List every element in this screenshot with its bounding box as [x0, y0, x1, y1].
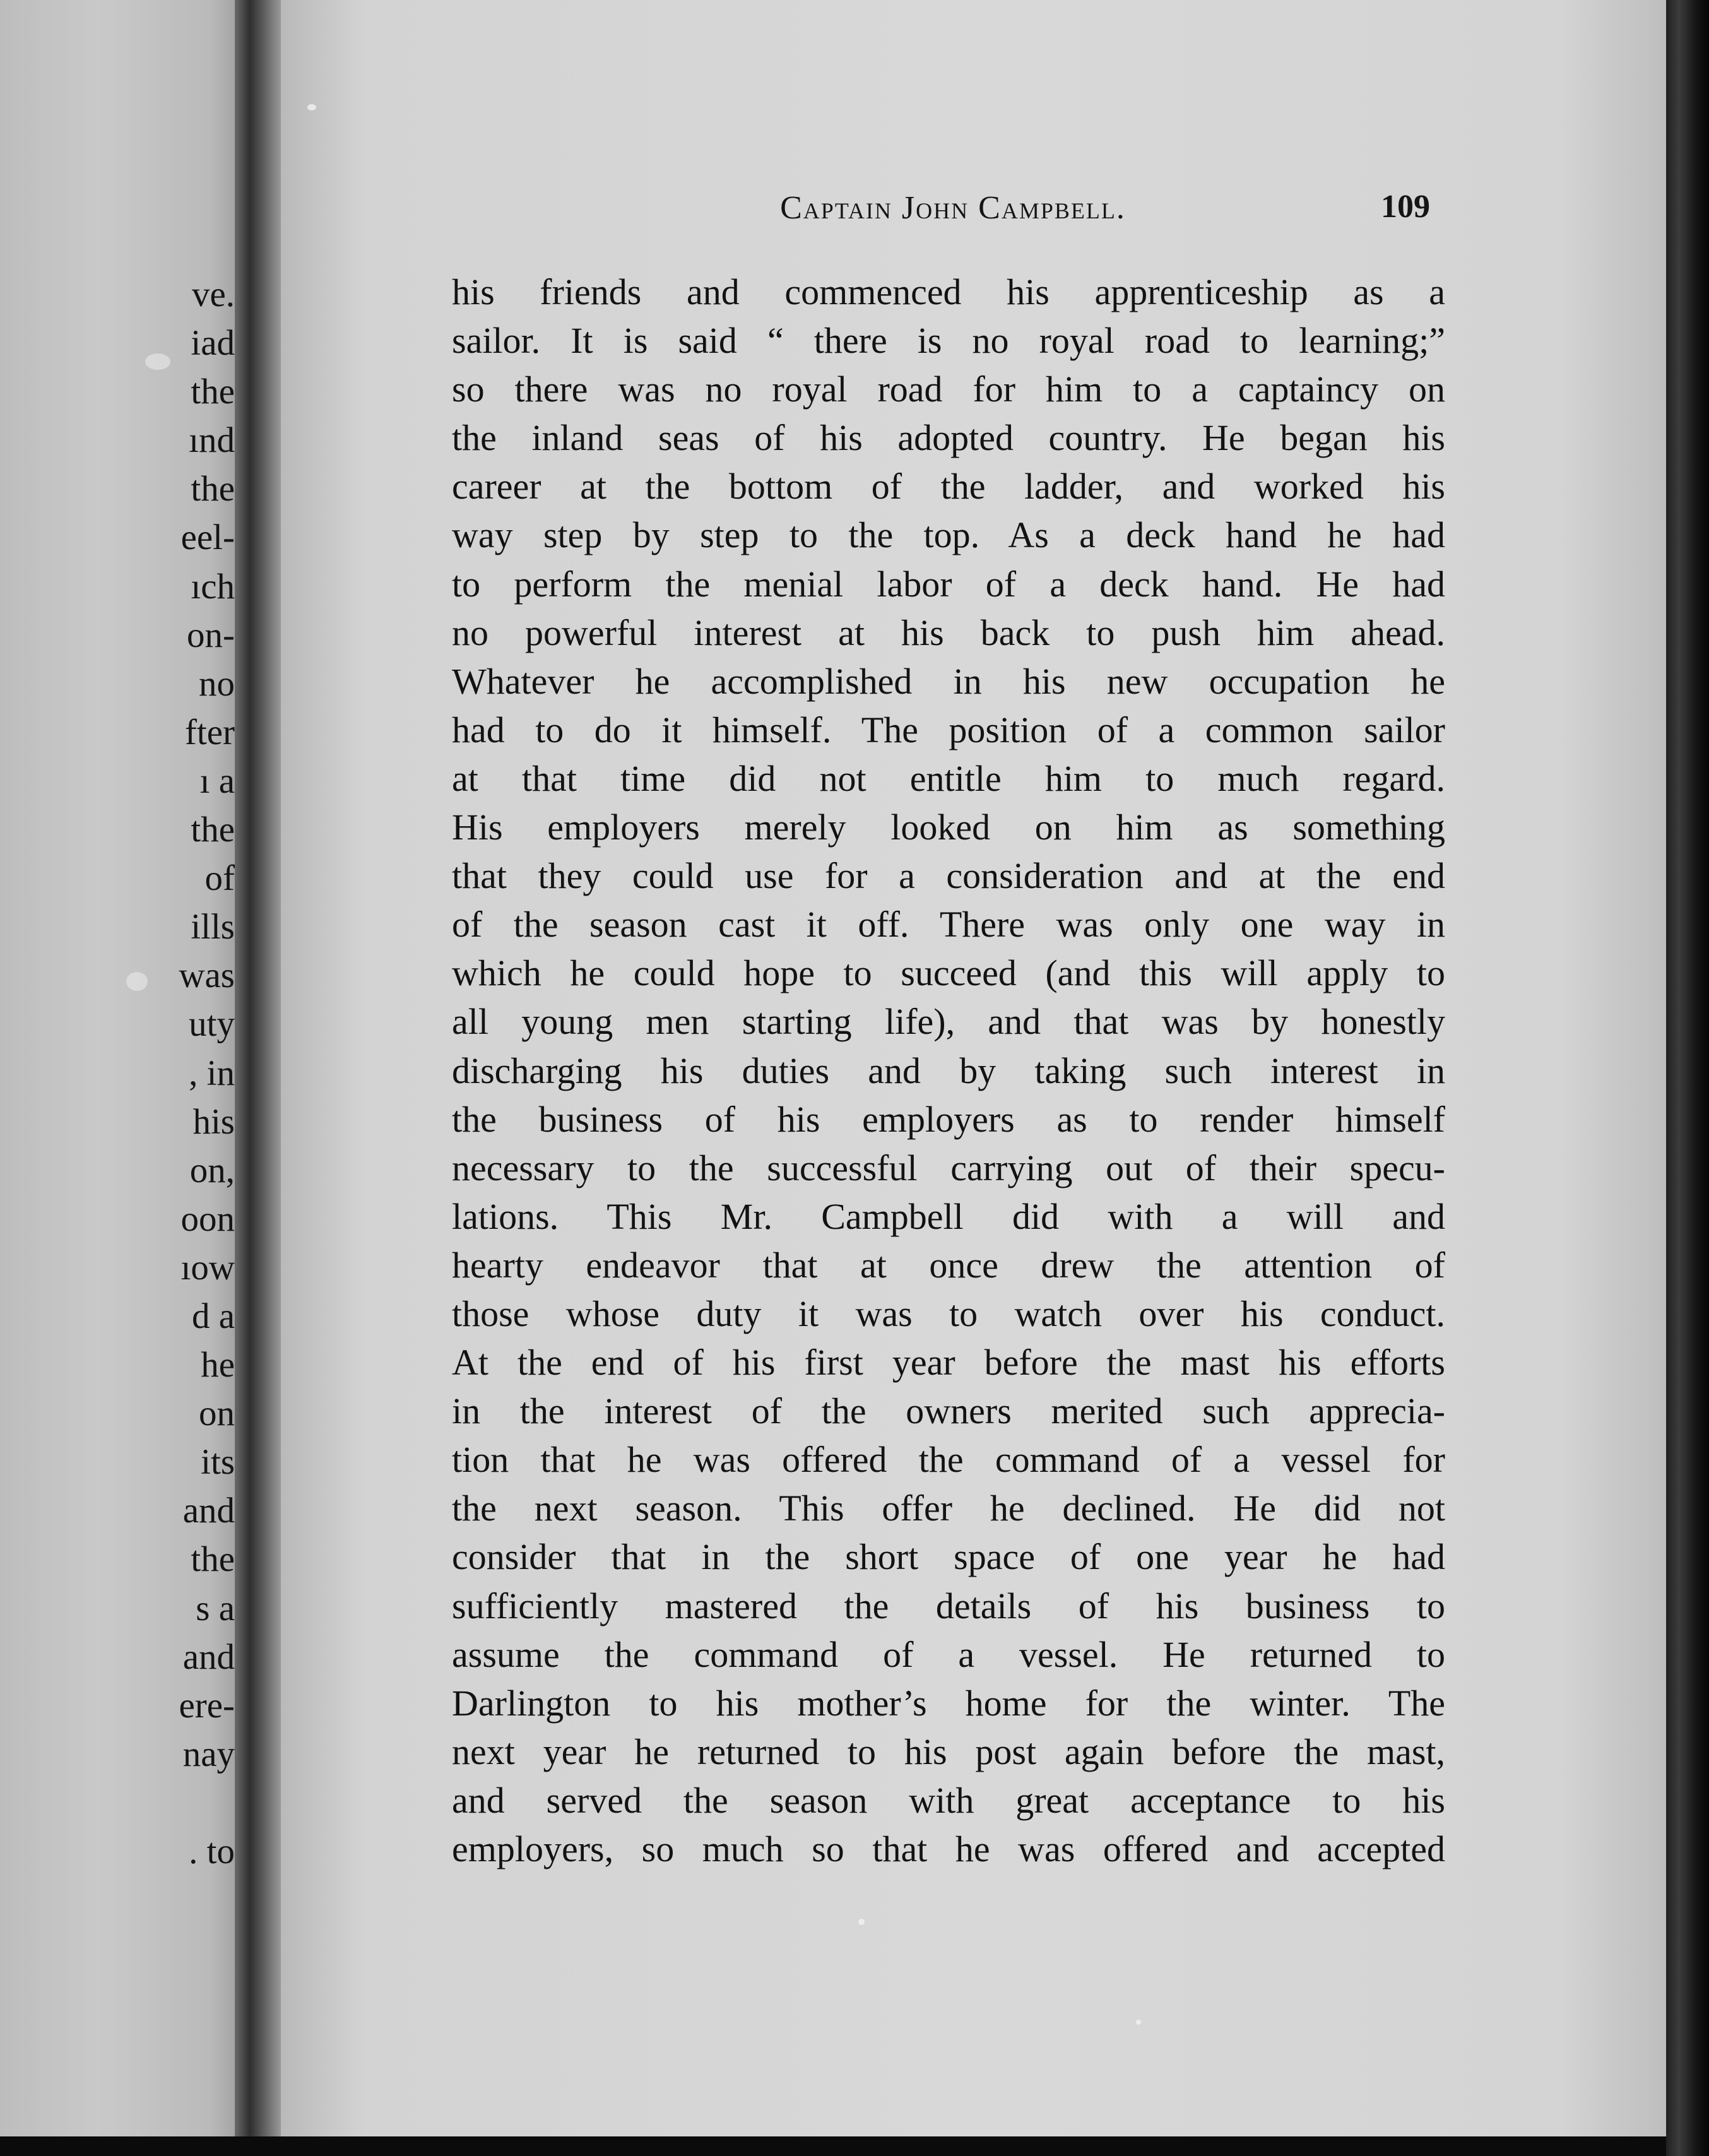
text-line: which he could hope to succeed (and this will apply to	[452, 952, 1445, 994]
left-page-fragment: the	[191, 469, 235, 509]
text-line: Whatever he accomplished in his new occupation he	[452, 660, 1445, 702]
text-line: Darlington to his mother’s home for the winter. The	[452, 1682, 1445, 1724]
text-line: so there was no royal road for him to a captaincy on	[452, 369, 1445, 410]
left-page-text-fragments	[96, 270, 235, 1876]
text-line: the inland seas of his adopted country. He began his	[452, 417, 1445, 459]
text-line: next year he returned to his post again before the mast,	[452, 1731, 1445, 1772]
left-page-fragment: his	[192, 1101, 235, 1142]
text-line: assume the command of a vessel. He returned to	[452, 1633, 1445, 1675]
scan-speck	[145, 353, 170, 370]
left-page-fragment: its	[201, 1442, 235, 1483]
left-page-fragment: ills	[191, 907, 235, 947]
text-line: hearty endeavor that at once drew the attention of	[452, 1244, 1445, 1286]
scan-speck	[1136, 2020, 1141, 2025]
left-page-fragment: on	[199, 1394, 235, 1434]
text-line: consider that in the short space of one year he had	[452, 1536, 1445, 1578]
text-line: had to do it himself. The position of a common sailor	[452, 709, 1445, 750]
text-line: of the season cast it off. There was only one way in	[452, 904, 1445, 945]
page-edge-shadow	[1666, 0, 1709, 2156]
left-page-fragment: uty	[189, 1004, 235, 1045]
left-page	[0, 0, 247, 2136]
text-line: lations. This Mr. Campbell did with a will and	[452, 1195, 1445, 1237]
text-line: sufficiently mastered the details of his business to	[452, 1585, 1445, 1626]
left-page-fragment: oon	[180, 1199, 235, 1239]
text-line: sailor. It is said “ there is no royal road to learning;”	[452, 320, 1445, 362]
scan-speck	[858, 1919, 865, 1925]
text-line: the business of his employers as to render himself	[452, 1098, 1445, 1140]
left-page-fragment: ıow	[180, 1247, 235, 1288]
text-line: all young men starting life), and that was by honestly	[452, 1001, 1445, 1043]
scan-speck	[126, 972, 148, 991]
text-line: At the end of his first year before the mast his efforts	[452, 1342, 1445, 1383]
text-line: in the interest of the owners merited such apprecia-	[452, 1390, 1445, 1432]
body-text	[452, 268, 1445, 1873]
scan-speck	[307, 104, 316, 110]
left-page-fragment: no	[199, 663, 235, 704]
left-page-fragment: . to	[189, 1832, 235, 1871]
text-line: discharging his duties and by taking such interest in	[452, 1050, 1445, 1091]
left-page-fragment: on,	[189, 1150, 235, 1190]
left-page-fragment: ve.	[191, 275, 235, 314]
left-page-fragment: eel-	[180, 518, 235, 558]
text-line: no powerful interest at his back to push him ahead.	[452, 612, 1445, 653]
text-line: to perform the menial labor of a deck hand. He had	[452, 563, 1445, 605]
left-page-fragment: s a	[196, 1588, 235, 1628]
left-page-fragment: ı a	[199, 761, 235, 801]
left-page-fragment: ıch	[191, 566, 235, 607]
text-line: at that time did not entitle him to much regard.	[452, 757, 1445, 799]
text-line: and served the season with great acceptance to his	[452, 1779, 1445, 1821]
text-line: tion that he was offered the command of a vessel for	[452, 1439, 1445, 1481]
text-line: career at the bottom of the ladder, and worked his	[452, 466, 1445, 507]
left-page-fragment	[96, 1779, 235, 1827]
left-page-fragment: of	[204, 858, 235, 899]
left-page-fragment: iad	[191, 323, 235, 364]
left-page-fragment: he	[201, 1345, 235, 1385]
book-gutter	[235, 0, 285, 2136]
left-page-fragment: nay	[182, 1734, 235, 1774]
text-line: those whose duty it was to watch over his conduct.	[452, 1293, 1445, 1334]
running-head: Captain John Campbell.	[780, 190, 1126, 226]
left-page-fragment: fter	[184, 712, 235, 752]
text-line: his friends and commenced his apprenticeship as a	[452, 271, 1445, 312]
left-page-fragment: was	[179, 956, 235, 996]
left-page-fragment: on-	[187, 615, 235, 655]
text-line: His employers merely looked on him as something	[452, 807, 1445, 848]
left-page-fragment: and	[182, 1637, 235, 1677]
left-page-fragment: and	[182, 1491, 235, 1531]
left-page-fragment: ere-	[179, 1685, 235, 1726]
text-line: necessary to the successful carrying out of their specu-	[452, 1147, 1445, 1188]
left-page-fragment: the	[191, 372, 235, 412]
left-page-fragment: ınd	[189, 420, 235, 461]
page-number: 109	[1381, 189, 1430, 225]
left-page-fragment: the	[191, 1539, 235, 1580]
text-line: the next season. This offer he declined. He did not	[452, 1488, 1445, 1529]
left-page-fragment: the	[191, 810, 235, 850]
text-line: that they could use for a consideration and at the end	[452, 855, 1445, 897]
text-line: way step by step to the top. As a deck hand he had	[452, 514, 1445, 556]
text-line: employers, so much so that he was offered and accepted	[452, 1828, 1445, 1869]
left-page-fragment: d a	[191, 1296, 235, 1336]
left-page-fragment: , in	[189, 1053, 235, 1093]
